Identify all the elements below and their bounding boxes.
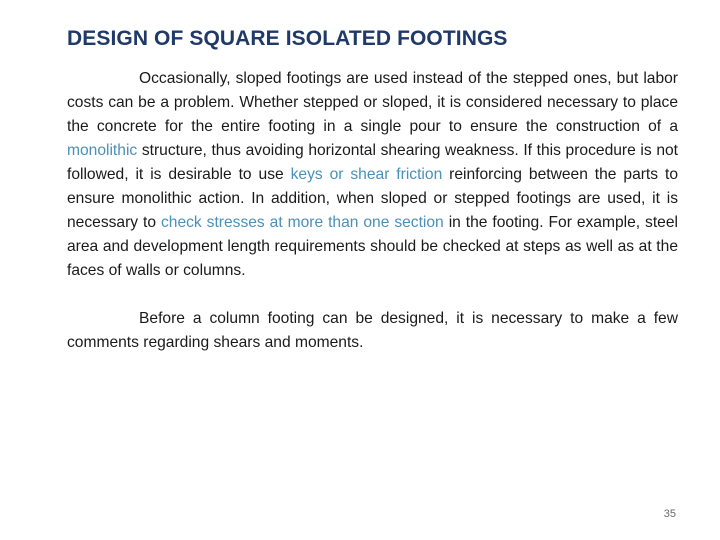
paragraph-1-text-4: in the footing. For example, steel area and development length requirements should be checked at steps as well as at the faces of walls or columns. <box>67 214 678 279</box>
highlight-check-stresses: check stresses at more than one section <box>160 214 444 231</box>
highlight-keys-shear-friction: keys or shear friction <box>290 166 443 183</box>
paragraph-1-text-2: structure, thus avoiding horizontal shearing weakness. If this procedure is not followed, it is desirable to use <box>67 142 678 183</box>
slide-body <box>67 67 678 355</box>
paragraph-1-text-1: Occasionally, sloped footings are used instead of the stepped ones, but labor costs can be a problem. Whether stepped or sloped, it is considered necessary to place the concrete for the entire footing in a single pour to ensure the construction of a <box>67 70 678 135</box>
paragraph-1 <box>67 67 678 283</box>
paragraph-2: Before a column footing can be designed, it is necessary to make a few comments regarding shears and moments. <box>67 310 678 351</box>
paragraph-1-text-3: reinforcing between the parts to ensure monolithic action. In addition, when sloped or stepped footings are used, it is necessary to <box>67 166 678 231</box>
slide-title: DESIGN OF SQUARE ISOLATED FOOTINGS <box>67 27 508 50</box>
page-number: 35 <box>663 508 676 520</box>
highlight-monolithic: monolithic <box>67 142 138 159</box>
